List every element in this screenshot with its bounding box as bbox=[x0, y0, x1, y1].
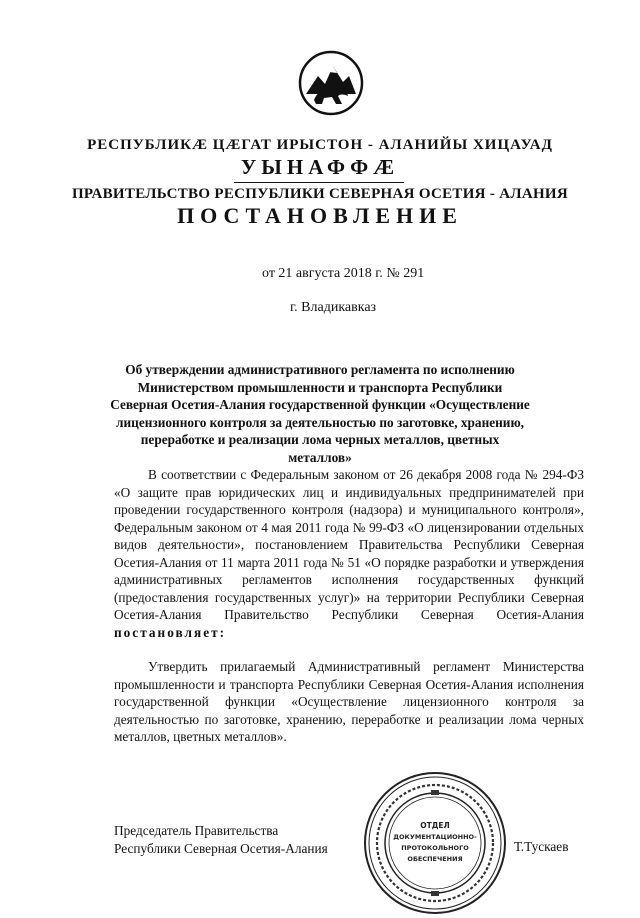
svg-text:ОБЕСПЕЧЕНИЯ: ОБЕСПЕЧЕНИЯ bbox=[407, 855, 463, 863]
signatory-position-line1: Председатель Правительства bbox=[114, 823, 279, 838]
preamble-paragraph bbox=[114, 466, 584, 641]
svg-text:ОТДЕЛ: ОТДЕЛ bbox=[420, 821, 450, 830]
preamble-text: В соответствии с Федеральным законом от 26 декабря 2008 года № 294-ФЗ «О защите прав юридических лиц и индивидуальных предпринимателей при проведении государственного контроля (надзора) и муниципального контроля», Федеральным законом от 4 мая 2011 года № 99-ФЗ «О лицензировании отдельных видов деятельности», постановлением Правительства Республики Северная Осетия-Алания от 11 марта 2011 года № 51 «О порядке разработки и утверждения административных регламентов исполнения государственных функций (предоставления государственных услуг)» на территории Республики Северная Осетия-Алания Правительство Республики Северная Осетия-Алания bbox=[114, 467, 584, 622]
official-stamp bbox=[360, 768, 510, 918]
document-date-number: от 21 августа 2018 г. № 291 bbox=[262, 266, 425, 281]
decree-word: постановляет: bbox=[114, 624, 227, 640]
svg-text:ПРОТОКОЛЬНОГО: ПРОТОКОЛЬНОГО bbox=[401, 844, 469, 852]
header-divider bbox=[234, 182, 404, 183]
russian-document-type: ПОСТАНОВЛЕНИЕ bbox=[177, 203, 463, 228]
svg-text:ДОКУМЕНТАЦИОННО-: ДОКУМЕНТАЦИОННО- bbox=[393, 833, 477, 841]
signatory-name: Т.Тускаев bbox=[514, 839, 569, 854]
ossetian-document-type: УЫНАФФӔ bbox=[240, 155, 400, 179]
document-title: Об утверждении административного регламента по исполнению Министерством промышленности и транспорта Республики Северная Осетия-Алания государственной функции «Осуществление лицензионного контроля за деятельностью по заготовке, хранению, переработке и реализации лома черных металлов, цветных металлов» bbox=[110, 362, 530, 465]
signatory-position bbox=[114, 822, 328, 857]
signatory-position-line2: Республики Северная Осетия-Алания bbox=[114, 840, 328, 856]
russian-government-name: ПРАВИТЕЛЬСТВО РЕСПУБЛИКИ СЕВЕРНАЯ ОСЕТИЯ - АЛАНИЯ bbox=[71, 186, 569, 202]
ossetian-government-name: РЕСПУБЛИКӔ ЦӔГАТ ИРЫСТОН - АЛАНИЙЫ ХИЦАУАД bbox=[87, 137, 553, 153]
operative-paragraph: Утвердить прилагаемый Административный регламент Министерства промышленности и транспорта Республики Северная Осетия-Алания исполнения государственной функции «Осуществление лицензионного контроля за деятельностью по заготовке, хранению, переработке и реализации лома черных металлов, цветных металлов». bbox=[114, 659, 584, 744]
document-city: г. Владикавказ bbox=[290, 300, 377, 315]
coat-of-arms-emblem bbox=[298, 50, 364, 116]
